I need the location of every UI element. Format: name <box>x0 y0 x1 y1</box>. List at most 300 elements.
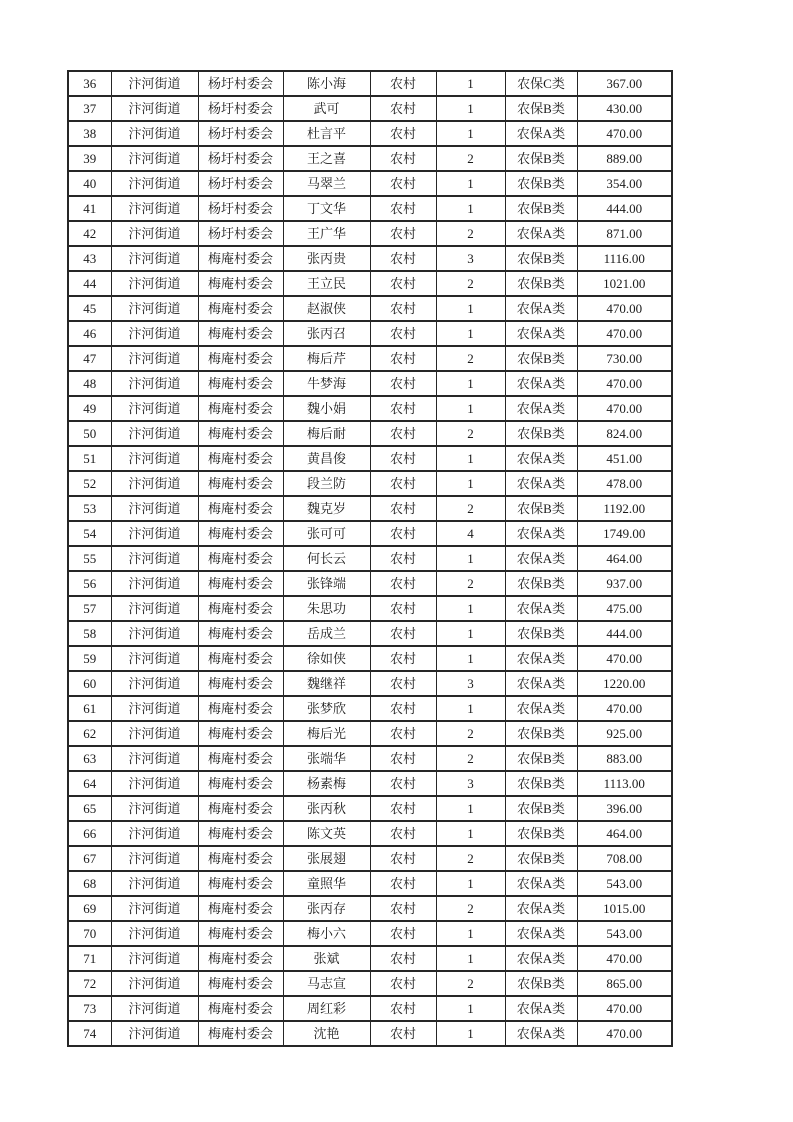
cell-street: 汴河街道 <box>111 171 198 196</box>
cell-village: 梅庵村委会 <box>198 696 283 721</box>
cell-name: 张斌 <box>283 946 370 971</box>
cell-village: 梅庵村委会 <box>198 296 283 321</box>
cell-seq: 73 <box>68 996 111 1021</box>
cell-count: 1 <box>436 471 505 496</box>
cell-residence: 农村 <box>370 96 436 121</box>
cell-amount: 367.00 <box>577 71 672 96</box>
cell-insurance-class: 农保B类 <box>505 246 577 271</box>
cell-street: 汴河街道 <box>111 846 198 871</box>
cell-village: 梅庵村委会 <box>198 771 283 796</box>
table-row <box>68 821 672 846</box>
cell-residence: 农村 <box>370 271 436 296</box>
cell-seq: 66 <box>68 821 111 846</box>
cell-street: 汴河街道 <box>111 271 198 296</box>
cell-name: 张丙秋 <box>283 796 370 821</box>
cell-seq: 49 <box>68 396 111 421</box>
cell-amount: 464.00 <box>577 821 672 846</box>
cell-amount: 730.00 <box>577 346 672 371</box>
cell-street: 汴河街道 <box>111 121 198 146</box>
cell-count: 2 <box>436 896 505 921</box>
cell-residence: 农村 <box>370 396 436 421</box>
cell-seq: 48 <box>68 371 111 396</box>
cell-village: 梅庵村委会 <box>198 796 283 821</box>
cell-seq: 36 <box>68 71 111 96</box>
cell-name: 梅后光 <box>283 721 370 746</box>
cell-insurance-class: 农保B类 <box>505 771 577 796</box>
cell-village: 梅庵村委会 <box>198 971 283 996</box>
cell-amount: 865.00 <box>577 971 672 996</box>
cell-street: 汴河街道 <box>111 521 198 546</box>
cell-insurance-class: 农保B类 <box>505 146 577 171</box>
cell-amount: 824.00 <box>577 421 672 446</box>
cell-residence: 农村 <box>370 671 436 696</box>
cell-insurance-class: 农保B类 <box>505 196 577 221</box>
cell-residence: 农村 <box>370 596 436 621</box>
cell-count: 2 <box>436 496 505 521</box>
cell-name: 魏小娟 <box>283 396 370 421</box>
table-row <box>68 596 672 621</box>
cell-street: 汴河街道 <box>111 321 198 346</box>
cell-name: 周红彩 <box>283 996 370 1021</box>
cell-insurance-class: 农保B类 <box>505 271 577 296</box>
cell-insurance-class: 农保A类 <box>505 996 577 1021</box>
cell-residence: 农村 <box>370 446 436 471</box>
cell-street: 汴河街道 <box>111 996 198 1021</box>
cell-count: 1 <box>436 121 505 146</box>
table-row <box>68 571 672 596</box>
cell-insurance-class: 农保B类 <box>505 421 577 446</box>
cell-village: 梅庵村委会 <box>198 496 283 521</box>
cell-street: 汴河街道 <box>111 71 198 96</box>
cell-residence: 农村 <box>370 921 436 946</box>
table-row <box>68 271 672 296</box>
cell-insurance-class: 农保A类 <box>505 596 577 621</box>
cell-village: 梅庵村委会 <box>198 596 283 621</box>
benefits-table <box>67 70 673 1047</box>
cell-village: 梅庵村委会 <box>198 246 283 271</box>
cell-insurance-class: 农保B类 <box>505 796 577 821</box>
table-row <box>68 521 672 546</box>
cell-name: 张锋端 <box>283 571 370 596</box>
cell-count: 1 <box>436 171 505 196</box>
cell-seq: 57 <box>68 596 111 621</box>
cell-insurance-class: 农保A类 <box>505 396 577 421</box>
cell-seq: 41 <box>68 196 111 221</box>
cell-seq: 37 <box>68 96 111 121</box>
cell-name: 黄昌俊 <box>283 446 370 471</box>
cell-seq: 72 <box>68 971 111 996</box>
cell-village: 梅庵村委会 <box>198 271 283 296</box>
table-row <box>68 121 672 146</box>
table-row <box>68 921 672 946</box>
cell-residence: 农村 <box>370 296 436 321</box>
cell-residence: 农村 <box>370 646 436 671</box>
cell-amount: 1015.00 <box>577 896 672 921</box>
cell-seq: 54 <box>68 521 111 546</box>
cell-insurance-class: 农保A类 <box>505 671 577 696</box>
cell-amount: 925.00 <box>577 721 672 746</box>
cell-count: 1 <box>436 621 505 646</box>
cell-amount: 889.00 <box>577 146 672 171</box>
cell-count: 3 <box>436 771 505 796</box>
table-row <box>68 371 672 396</box>
cell-street: 汴河街道 <box>111 796 198 821</box>
cell-amount: 478.00 <box>577 471 672 496</box>
cell-residence: 农村 <box>370 221 436 246</box>
cell-amount: 470.00 <box>577 371 672 396</box>
cell-residence: 农村 <box>370 621 436 646</box>
cell-name: 丁文华 <box>283 196 370 221</box>
table-row <box>68 496 672 521</box>
cell-name: 何长云 <box>283 546 370 571</box>
cell-count: 2 <box>436 746 505 771</box>
cell-seq: 42 <box>68 221 111 246</box>
cell-street: 汴河街道 <box>111 371 198 396</box>
cell-residence: 农村 <box>370 721 436 746</box>
cell-village: 梅庵村委会 <box>198 571 283 596</box>
cell-insurance-class: 农保A类 <box>505 371 577 396</box>
cell-street: 汴河街道 <box>111 971 198 996</box>
cell-village: 梅庵村委会 <box>198 896 283 921</box>
cell-residence: 农村 <box>370 696 436 721</box>
table-row <box>68 396 672 421</box>
cell-residence: 农村 <box>370 371 436 396</box>
cell-seq: 65 <box>68 796 111 821</box>
table-row <box>68 146 672 171</box>
cell-count: 2 <box>436 971 505 996</box>
cell-count: 1 <box>436 996 505 1021</box>
cell-seq: 43 <box>68 246 111 271</box>
cell-insurance-class: 农保A类 <box>505 871 577 896</box>
cell-amount: 871.00 <box>577 221 672 246</box>
cell-amount: 470.00 <box>577 321 672 346</box>
cell-amount: 1116.00 <box>577 246 672 271</box>
cell-name: 张丙召 <box>283 321 370 346</box>
cell-amount: 444.00 <box>577 621 672 646</box>
cell-amount: 470.00 <box>577 646 672 671</box>
cell-insurance-class: 农保A类 <box>505 121 577 146</box>
cell-seq: 67 <box>68 846 111 871</box>
cell-count: 2 <box>436 421 505 446</box>
cell-count: 3 <box>436 671 505 696</box>
cell-count: 1 <box>436 196 505 221</box>
cell-seq: 63 <box>68 746 111 771</box>
cell-insurance-class: 农保B类 <box>505 821 577 846</box>
cell-name: 杜言平 <box>283 121 370 146</box>
cell-residence: 农村 <box>370 121 436 146</box>
cell-street: 汴河街道 <box>111 196 198 221</box>
cell-seq: 71 <box>68 946 111 971</box>
cell-street: 汴河街道 <box>111 671 198 696</box>
cell-amount: 470.00 <box>577 396 672 421</box>
cell-street: 汴河街道 <box>111 396 198 421</box>
cell-residence: 农村 <box>370 246 436 271</box>
cell-village: 梅庵村委会 <box>198 746 283 771</box>
cell-residence: 农村 <box>370 71 436 96</box>
cell-village: 梅庵村委会 <box>198 821 283 846</box>
table-row <box>68 696 672 721</box>
cell-street: 汴河街道 <box>111 896 198 921</box>
cell-residence: 农村 <box>370 1021 436 1046</box>
cell-village: 梅庵村委会 <box>198 421 283 446</box>
cell-amount: 430.00 <box>577 96 672 121</box>
cell-seq: 56 <box>68 571 111 596</box>
cell-residence: 农村 <box>370 771 436 796</box>
cell-count: 2 <box>436 721 505 746</box>
cell-name: 陈文英 <box>283 821 370 846</box>
cell-name: 魏克岁 <box>283 496 370 521</box>
cell-count: 1 <box>436 1021 505 1046</box>
cell-seq: 69 <box>68 896 111 921</box>
cell-amount: 475.00 <box>577 596 672 621</box>
cell-amount: 464.00 <box>577 546 672 571</box>
cell-street: 汴河街道 <box>111 746 198 771</box>
cell-village: 杨圩村委会 <box>198 171 283 196</box>
cell-count: 2 <box>436 146 505 171</box>
cell-name: 张丙贵 <box>283 246 370 271</box>
cell-seq: 46 <box>68 321 111 346</box>
table-row <box>68 646 672 671</box>
cell-village: 梅庵村委会 <box>198 346 283 371</box>
table-row <box>68 971 672 996</box>
cell-village: 杨圩村委会 <box>198 121 283 146</box>
table-row <box>68 96 672 121</box>
cell-residence: 农村 <box>370 796 436 821</box>
cell-street: 汴河街道 <box>111 646 198 671</box>
cell-count: 2 <box>436 221 505 246</box>
cell-insurance-class: 农保B类 <box>505 746 577 771</box>
cell-street: 汴河街道 <box>111 571 198 596</box>
cell-name: 王之喜 <box>283 146 370 171</box>
cell-village: 梅庵村委会 <box>198 321 283 346</box>
table-row <box>68 346 672 371</box>
cell-insurance-class: 农保B类 <box>505 621 577 646</box>
cell-name: 梅后芹 <box>283 346 370 371</box>
cell-village: 梅庵村委会 <box>198 946 283 971</box>
cell-amount: 543.00 <box>577 871 672 896</box>
cell-village: 梅庵村委会 <box>198 446 283 471</box>
cell-street: 汴河街道 <box>111 921 198 946</box>
cell-insurance-class: 农保A类 <box>505 1021 577 1046</box>
cell-street: 汴河街道 <box>111 771 198 796</box>
cell-seq: 60 <box>68 671 111 696</box>
cell-count: 2 <box>436 571 505 596</box>
cell-seq: 45 <box>68 296 111 321</box>
table-row <box>68 746 672 771</box>
cell-name: 梅小六 <box>283 921 370 946</box>
cell-residence: 农村 <box>370 996 436 1021</box>
cell-street: 汴河街道 <box>111 96 198 121</box>
cell-village: 杨圩村委会 <box>198 146 283 171</box>
cell-name: 马志宣 <box>283 971 370 996</box>
cell-seq: 51 <box>68 446 111 471</box>
cell-amount: 451.00 <box>577 446 672 471</box>
cell-village: 梅庵村委会 <box>198 921 283 946</box>
cell-village: 杨圩村委会 <box>198 71 283 96</box>
cell-name: 马翠兰 <box>283 171 370 196</box>
cell-residence: 农村 <box>370 946 436 971</box>
cell-residence: 农村 <box>370 146 436 171</box>
cell-count: 3 <box>436 246 505 271</box>
cell-amount: 396.00 <box>577 796 672 821</box>
cell-village: 梅庵村委会 <box>198 521 283 546</box>
cell-count: 1 <box>436 821 505 846</box>
cell-village: 梅庵村委会 <box>198 871 283 896</box>
table-row <box>68 946 672 971</box>
cell-street: 汴河街道 <box>111 596 198 621</box>
cell-village: 梅庵村委会 <box>198 671 283 696</box>
cell-insurance-class: 农保B类 <box>505 96 577 121</box>
cell-insurance-class: 农保A类 <box>505 546 577 571</box>
cell-seq: 61 <box>68 696 111 721</box>
cell-street: 汴河街道 <box>111 471 198 496</box>
cell-count: 1 <box>436 446 505 471</box>
cell-amount: 883.00 <box>577 746 672 771</box>
cell-count: 2 <box>436 346 505 371</box>
table-row <box>68 221 672 246</box>
cell-name: 王广华 <box>283 221 370 246</box>
cell-amount: 1220.00 <box>577 671 672 696</box>
table-row <box>68 171 672 196</box>
cell-count: 1 <box>436 71 505 96</box>
cell-residence: 农村 <box>370 471 436 496</box>
cell-name: 梅后耐 <box>283 421 370 446</box>
cell-street: 汴河街道 <box>111 821 198 846</box>
cell-insurance-class: 农保A类 <box>505 221 577 246</box>
cell-village: 杨圩村委会 <box>198 221 283 246</box>
cell-seq: 68 <box>68 871 111 896</box>
cell-residence: 农村 <box>370 746 436 771</box>
cell-seq: 39 <box>68 146 111 171</box>
cell-name: 张可可 <box>283 521 370 546</box>
cell-village: 梅庵村委会 <box>198 546 283 571</box>
cell-village: 杨圩村委会 <box>198 96 283 121</box>
cell-amount: 708.00 <box>577 846 672 871</box>
cell-street: 汴河街道 <box>111 871 198 896</box>
cell-amount: 470.00 <box>577 946 672 971</box>
cell-residence: 农村 <box>370 171 436 196</box>
table-row <box>68 846 672 871</box>
cell-seq: 62 <box>68 721 111 746</box>
table-row <box>68 196 672 221</box>
cell-count: 2 <box>436 846 505 871</box>
cell-residence: 农村 <box>370 971 436 996</box>
cell-name: 赵淑侠 <box>283 296 370 321</box>
cell-amount: 470.00 <box>577 696 672 721</box>
cell-street: 汴河街道 <box>111 496 198 521</box>
cell-village: 梅庵村委会 <box>198 396 283 421</box>
cell-residence: 农村 <box>370 196 436 221</box>
cell-residence: 农村 <box>370 571 436 596</box>
cell-seq: 64 <box>68 771 111 796</box>
cell-count: 1 <box>436 871 505 896</box>
cell-street: 汴河街道 <box>111 696 198 721</box>
cell-seq: 40 <box>68 171 111 196</box>
cell-name: 张丙存 <box>283 896 370 921</box>
cell-street: 汴河街道 <box>111 146 198 171</box>
cell-village: 梅庵村委会 <box>198 371 283 396</box>
cell-name: 岳成兰 <box>283 621 370 646</box>
table-row <box>68 1021 672 1046</box>
cell-village: 梅庵村委会 <box>198 721 283 746</box>
cell-street: 汴河街道 <box>111 721 198 746</box>
cell-amount: 470.00 <box>577 296 672 321</box>
cell-seq: 50 <box>68 421 111 446</box>
cell-residence: 农村 <box>370 896 436 921</box>
cell-seq: 59 <box>68 646 111 671</box>
cell-insurance-class: 农保B类 <box>505 571 577 596</box>
cell-insurance-class: 农保B类 <box>505 971 577 996</box>
cell-amount: 1113.00 <box>577 771 672 796</box>
cell-insurance-class: 农保A类 <box>505 521 577 546</box>
cell-street: 汴河街道 <box>111 1021 198 1046</box>
cell-street: 汴河街道 <box>111 296 198 321</box>
cell-seq: 53 <box>68 496 111 521</box>
cell-residence: 农村 <box>370 346 436 371</box>
cell-name: 童照华 <box>283 871 370 896</box>
cell-count: 1 <box>436 921 505 946</box>
table-body <box>68 71 672 1046</box>
cell-name: 张梦欣 <box>283 696 370 721</box>
cell-count: 2 <box>436 271 505 296</box>
table-row <box>68 771 672 796</box>
table-row <box>68 421 672 446</box>
cell-name: 王立民 <box>283 271 370 296</box>
cell-amount: 470.00 <box>577 121 672 146</box>
table-row <box>68 671 672 696</box>
cell-village: 梅庵村委会 <box>198 846 283 871</box>
cell-insurance-class: 农保A类 <box>505 446 577 471</box>
cell-seq: 58 <box>68 621 111 646</box>
cell-insurance-class: 农保C类 <box>505 71 577 96</box>
cell-count: 1 <box>436 396 505 421</box>
cell-amount: 937.00 <box>577 571 672 596</box>
table-row <box>68 721 672 746</box>
table-row <box>68 471 672 496</box>
cell-amount: 444.00 <box>577 196 672 221</box>
cell-amount: 1749.00 <box>577 521 672 546</box>
cell-insurance-class: 农保A类 <box>505 646 577 671</box>
cell-name: 沈艳 <box>283 1021 370 1046</box>
cell-name: 张端华 <box>283 746 370 771</box>
table-row <box>68 296 672 321</box>
cell-street: 汴河街道 <box>111 221 198 246</box>
cell-street: 汴河街道 <box>111 546 198 571</box>
cell-village: 杨圩村委会 <box>198 196 283 221</box>
cell-residence: 农村 <box>370 871 436 896</box>
cell-village: 梅庵村委会 <box>198 621 283 646</box>
cell-name: 徐如侠 <box>283 646 370 671</box>
cell-seq: 55 <box>68 546 111 571</box>
cell-residence: 农村 <box>370 846 436 871</box>
cell-village: 梅庵村委会 <box>198 1021 283 1046</box>
cell-insurance-class: 农保A类 <box>505 946 577 971</box>
cell-count: 1 <box>436 321 505 346</box>
cell-village: 梅庵村委会 <box>198 646 283 671</box>
cell-count: 1 <box>436 546 505 571</box>
table-row <box>68 71 672 96</box>
table-row <box>68 996 672 1021</box>
cell-street: 汴河街道 <box>111 446 198 471</box>
cell-amount: 354.00 <box>577 171 672 196</box>
cell-name: 张展翅 <box>283 846 370 871</box>
cell-seq: 38 <box>68 121 111 146</box>
cell-village: 梅庵村委会 <box>198 996 283 1021</box>
cell-count: 1 <box>436 696 505 721</box>
cell-name: 魏继祥 <box>283 671 370 696</box>
cell-amount: 543.00 <box>577 921 672 946</box>
cell-seq: 47 <box>68 346 111 371</box>
